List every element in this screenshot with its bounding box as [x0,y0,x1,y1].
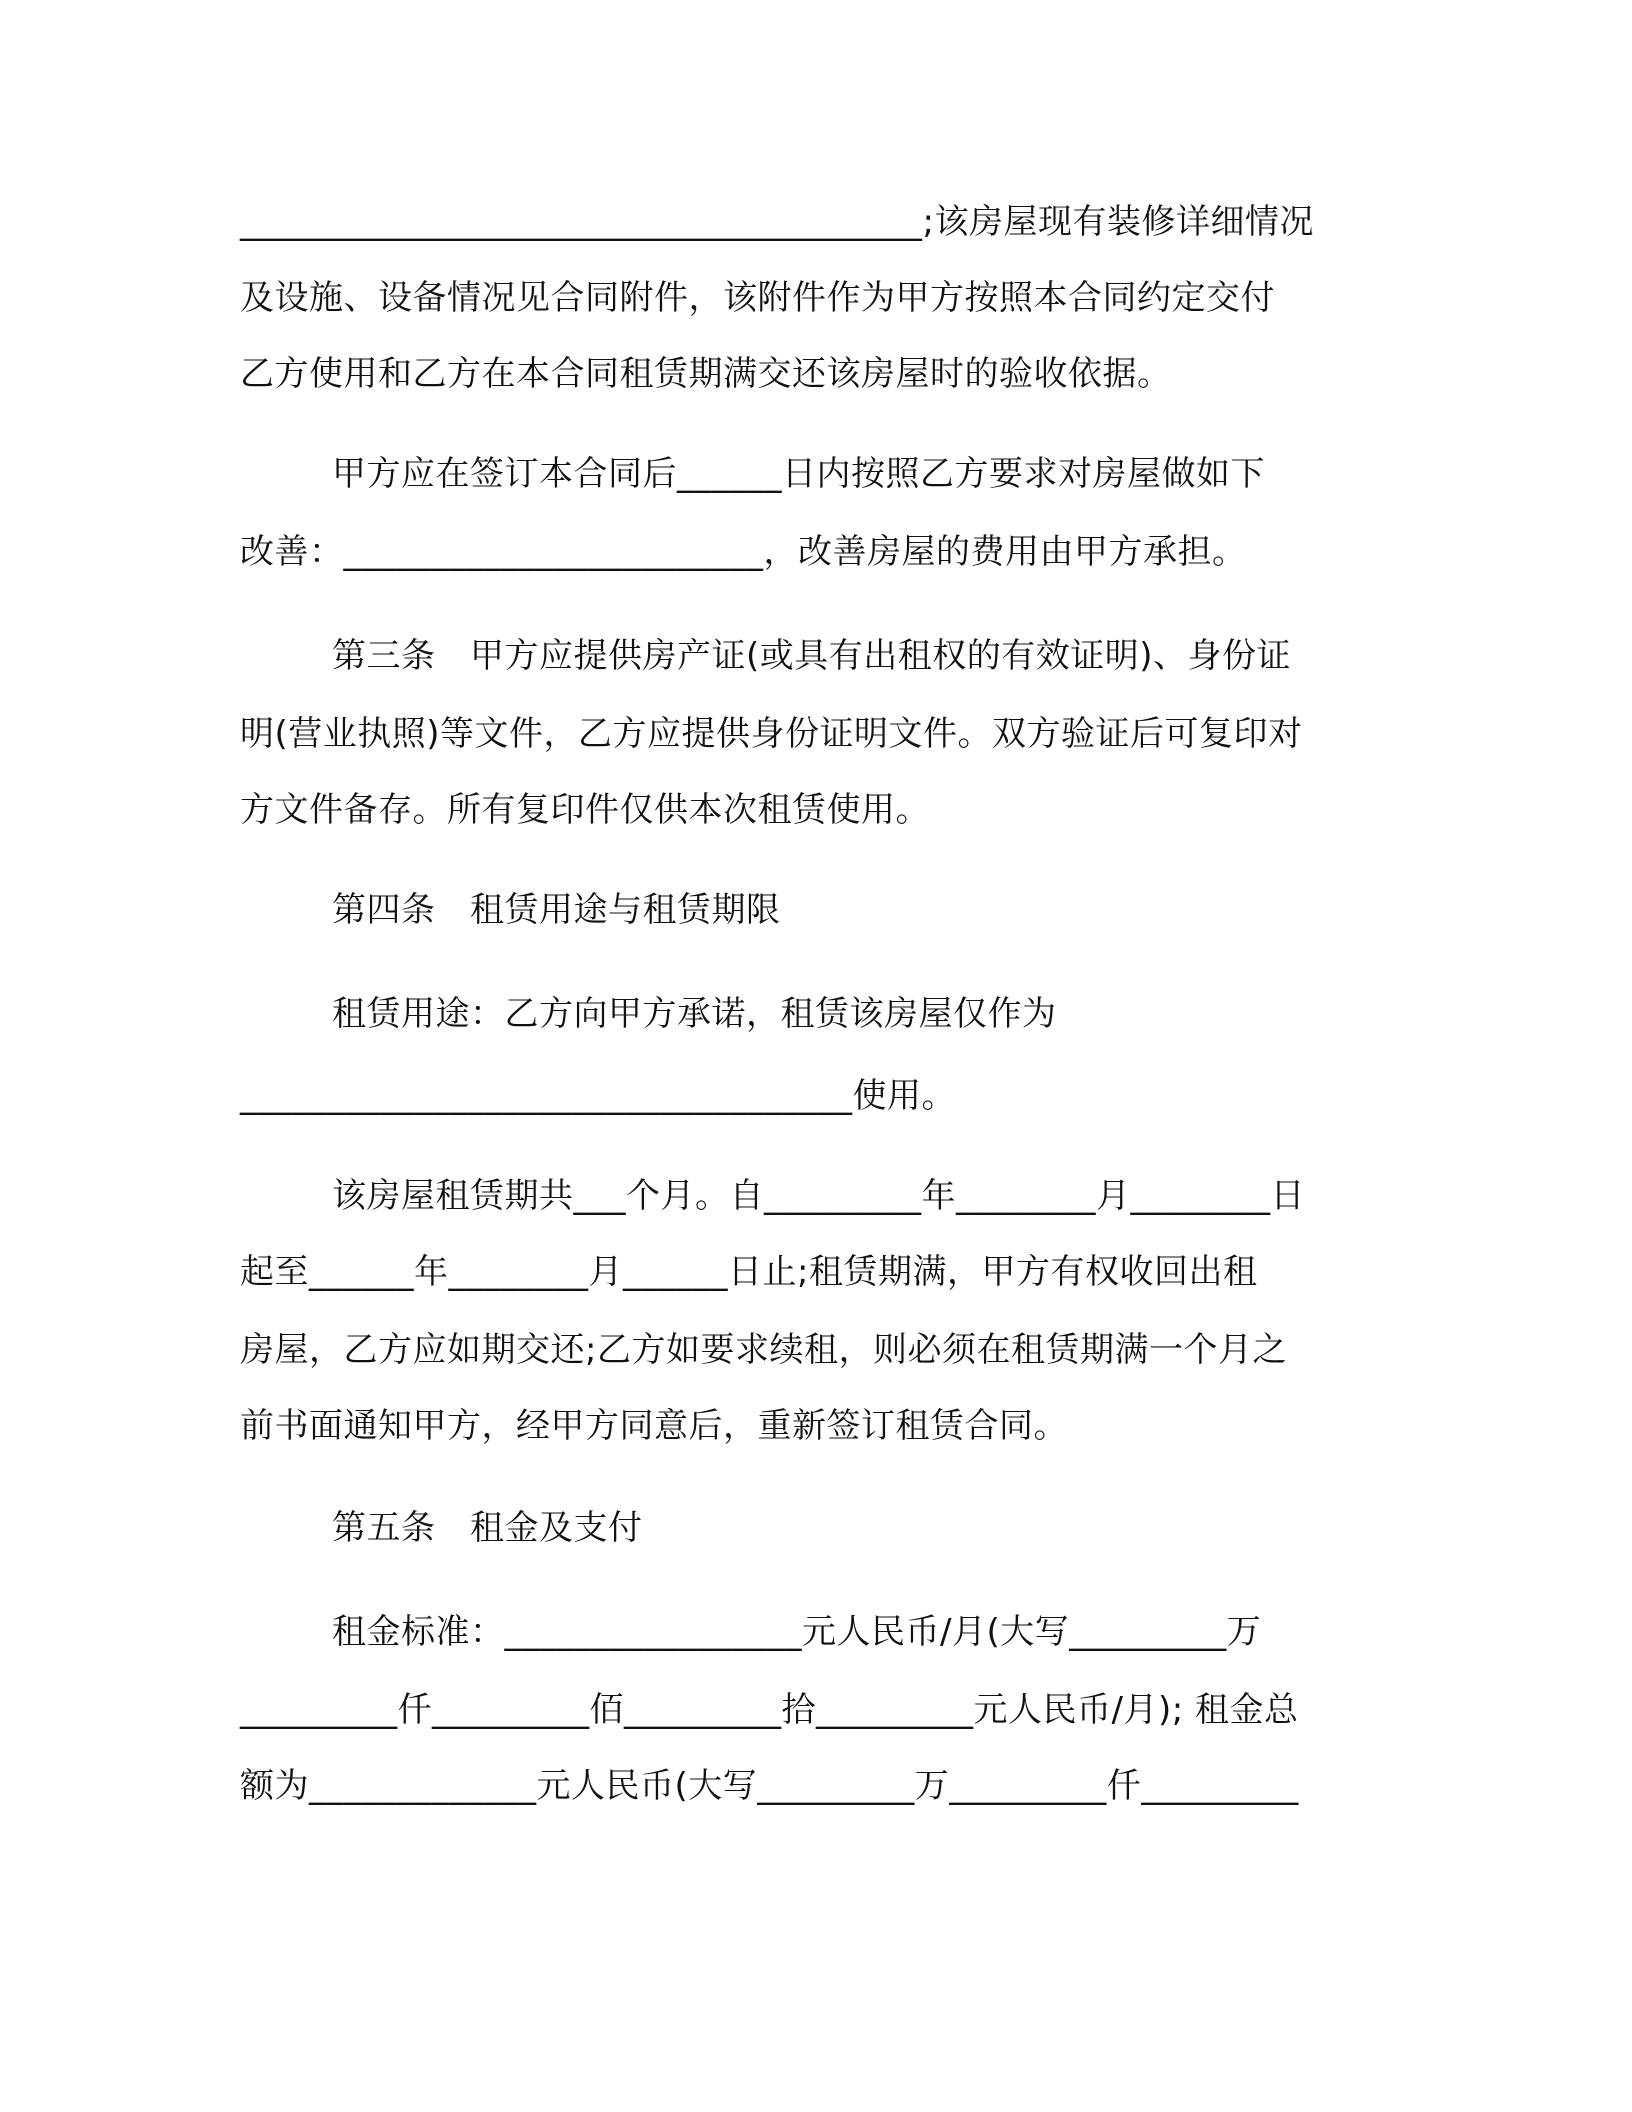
article-3-line-1: 第三条 甲方应提供房产证(或具有出租权的有效证明)、身份证 [332,636,1292,676]
paragraph-line-2: 及设施、设备情况见合同附件，该附件作为甲方按照本合同约定交付 [240,278,1275,318]
lease-term-line-2: 起至______年________月______日止;租赁期满，甲方有权收回出租 [240,1252,1258,1292]
article-4-heading: 第四条 租赁用途与租赁期限 [332,890,781,930]
article-5-heading: 第五条 租金及支付 [332,1508,643,1548]
article-3-line-3: 方文件备存。所有复印件仅供本次租赁使用。 [240,790,930,830]
paragraph-line-1: _______________________________________;该房屋现有装修详细情况 [240,202,1314,242]
rent-line-1: 租金标准：_________________元人民币/月(大写_________万 [332,1612,1262,1652]
lease-term-line-1: 该房屋租赁期共___个月。自_________年________月________日 [332,1176,1305,1216]
paragraph-line-3: 乙方使用和乙方在本合同租赁期满交还该房屋时的验收依据。 [240,354,1172,394]
lease-purpose-line-2: ___________________________________使用。 [240,1076,956,1116]
paragraph-line-4: 甲方应在签订本合同后______日内按照乙方要求对房屋做如下 [332,454,1265,494]
lease-term-line-4: 前书面通知甲方，经甲方同意后，重新签订租赁合同。 [240,1406,1068,1446]
rent-line-3: 额为_____________元人民币(大写_________万_________仟_________ [240,1766,1299,1806]
lease-purpose-line-1: 租赁用途：乙方向甲方承诺，租赁该房屋仅作为 [332,994,1057,1034]
lease-term-line-3: 房屋，乙方应如期交还;乙方如要求续租，则必须在租赁期满一个月之 [240,1330,1287,1370]
article-3-line-2: 明(营业执照)等文件，乙方应提供身份证明文件。双方验证后可复印对 [240,714,1303,754]
rent-line-2: _________仟_________佰_________拾_________元人民币/月); 租金总 [240,1690,1299,1730]
paragraph-line-5: 改善：________________________，改善房屋的费用由甲方承担。 [240,532,1247,572]
